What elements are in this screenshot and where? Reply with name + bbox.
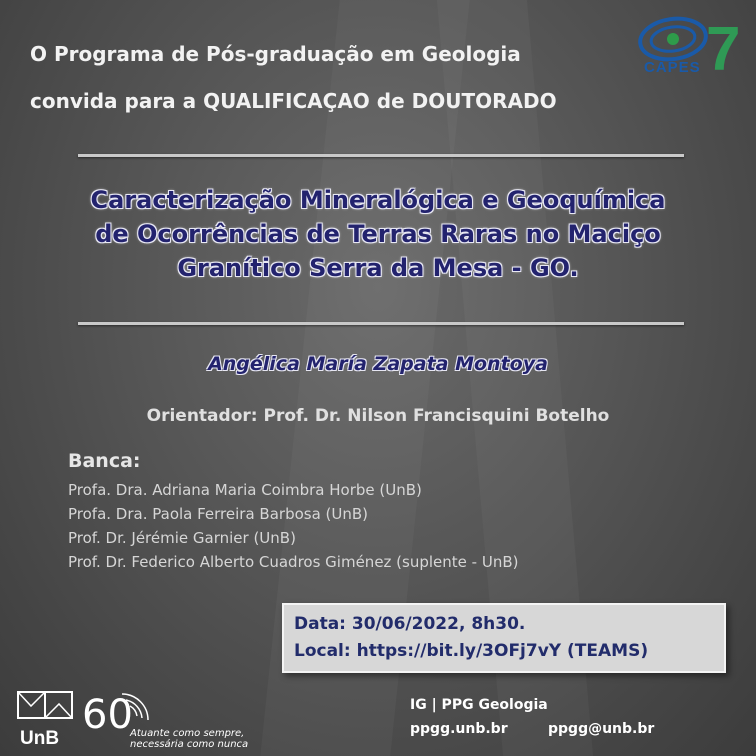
committee-member: Profa. Dra. Paola Ferreira Barbosa (UnB) [68,505,369,523]
sixty-number: 60 [82,692,133,738]
divider-top [78,154,684,157]
sixty-tagline-2: necessária como nunca [130,739,249,750]
advisor-line: Orientador: Prof. Dr. Nilson Francisquini Botelho [146,406,610,426]
thesis-title-line-3: Granítico Serra da Mesa - GO. [177,254,579,282]
committee-member: Prof. Dr. Federico Alberto Cuadros Giménez (suplente - UnB) [68,553,519,571]
invitation-line-1: O Programa de Pós-graduação em Geologia [30,42,521,66]
committee-heading: Banca: [68,450,141,472]
capes-grade: 7 [706,15,741,78]
event-location-link[interactable]: Local: https://bit.ly/3OFj7vY (TEAMS) [294,641,649,661]
capes-dot-icon [667,33,679,45]
footer-website-link[interactable]: ppgg.unb.br [410,721,508,737]
divider-bottom [78,322,684,325]
event-date: Data: 30/06/2022, 8h30. [294,614,526,634]
unb-label: UnB [20,728,60,748]
event-info-box [282,603,726,673]
sixty-tagline-1: Atuante como sempre, [130,728,245,739]
committee-list [68,478,518,574]
thesis-title [30,183,726,285]
thesis-title-line-2: de Ocorrências de Terras Raras no Maciço [95,220,661,248]
unb-60-years-logo [82,684,252,750]
candidate-name: Angélica María Zapata Montoya [208,353,548,375]
invitation-line-2: convida para a QUALIFICAÇAO de DOUTORADO [30,89,557,113]
committee-member: Profa. Dra. Adriana Maria Coimbra Horbe (UnB) [68,481,422,499]
unb-logo [16,690,74,748]
capes-logo [636,6,746,78]
capes-label: CAPES [644,59,701,76]
committee-member: Prof. Dr. Jérémie Garnier (UnB) [68,529,296,547]
footer-email-link[interactable]: ppgg@unb.br [548,721,655,737]
thesis-title-line-1: Caracterização Mineralógica e Geoquímica [90,186,666,214]
footer-org: IG | PPG Geologia [410,697,548,713]
